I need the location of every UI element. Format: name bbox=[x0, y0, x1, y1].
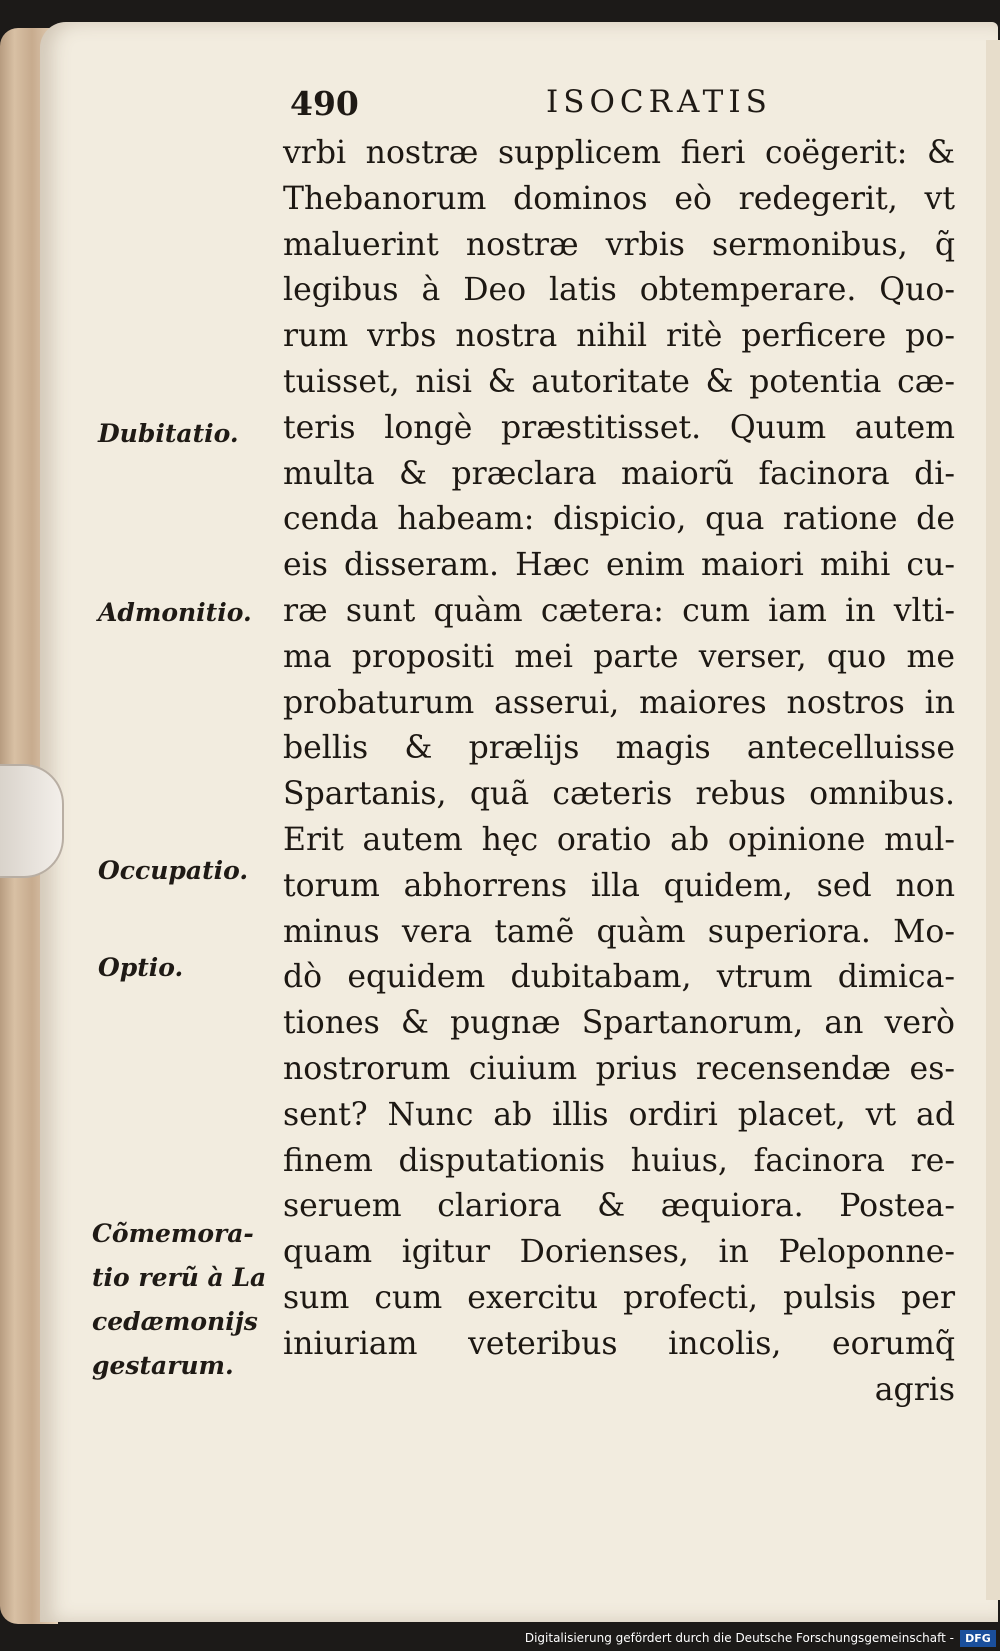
text-line: vrbi nostræ supplicem fieri coëgerit: & bbox=[283, 135, 955, 171]
page-header bbox=[290, 84, 810, 124]
page-edge-right bbox=[986, 40, 1000, 1600]
text-line: legibus à Deo latis obtemperare. Quo- bbox=[283, 272, 955, 309]
text-line: ma propositi mei parte verser, quo me bbox=[283, 638, 955, 675]
text-line: bellis & prælijs magis antecelluisse bbox=[283, 730, 955, 767]
text-line: Spartanis, quã cæteris rebus omnibus. bbox=[283, 776, 955, 813]
text-line: nostrorum ciuium prius recensendæ es- bbox=[283, 1050, 955, 1087]
text-line: multa & præclara maiorũ facinora di- bbox=[283, 455, 955, 492]
text-line: finem disputationis huius, facinora re- bbox=[283, 1142, 955, 1179]
text-line: Thebanorum dominos eò redegerit, vt bbox=[283, 180, 955, 217]
text-line: Erit autem hęc oratio ab opinione mul- bbox=[283, 821, 955, 858]
text-line: cenda habeam: dispicio, qua ratione de bbox=[283, 501, 955, 538]
catchword: agris bbox=[874, 1371, 955, 1408]
thumb-clip bbox=[0, 764, 64, 878]
text-line: ræ sunt quàm cætera: cum iam in vlti- bbox=[283, 592, 955, 629]
text-line: maluerint nostræ vrbis sermonibus, q̃ bbox=[283, 226, 955, 263]
text-line: teris longè præstitisset. Quum autem bbox=[283, 409, 955, 446]
text-line: minus vera tamẽ quàm superiora. Mo- bbox=[283, 913, 955, 950]
text-line: iniuriam veteribus incolis, eorumq̃ bbox=[283, 1325, 955, 1362]
text-line: dò equidem dubitabam, vtrum dimica- bbox=[283, 959, 955, 996]
margin-note-line: Cõmemora- bbox=[92, 1219, 254, 1248]
dfg-logo: DFG bbox=[960, 1630, 996, 1647]
text-line: tiones & pugnæ Spartanorum, an verò bbox=[283, 1005, 955, 1042]
text-line: sum cum exercitu profecti, pulsis per bbox=[283, 1279, 955, 1316]
text-line: eis disseram. Hæc enim maiori mihi cu- bbox=[283, 547, 955, 584]
digitization-credit: Digitalisierung gefördert durch die Deutsche Forschungsgemeinschaft - bbox=[524, 1631, 954, 1645]
running-title: ISOCRATIS bbox=[546, 84, 772, 120]
text-line: probaturum asserui, maiores nostros in bbox=[283, 684, 955, 721]
text-line: torum abhorrens illa quidem, sed non bbox=[283, 867, 955, 904]
margin-note-commemoratio bbox=[92, 1212, 266, 1388]
margin-note-line: tio rerũ à La bbox=[92, 1263, 267, 1292]
margin-note-optio: Optio. bbox=[98, 953, 184, 982]
margin-note-dubitatio: Dubitatio. bbox=[98, 419, 239, 448]
margin-note-admonitio: Admonitio. bbox=[98, 598, 252, 627]
margin-note-line: cedæmonijs bbox=[92, 1307, 258, 1336]
margin-note-occupatio: Occupatio. bbox=[98, 856, 249, 885]
main-text-block bbox=[283, 131, 955, 1413]
text-line: sent? Nunc ab illis ordiri placet, vt ad bbox=[283, 1096, 955, 1133]
page-number: 490 bbox=[290, 84, 359, 123]
margin-note-line: gestarum. bbox=[92, 1351, 234, 1380]
text-line: quam igitur Dorienses, in Peloponne- bbox=[283, 1234, 955, 1271]
text-line: tuisset, nisi & autoritate & potentia cæ- bbox=[283, 363, 955, 400]
text-line: seruem clariora & æquiora. Postea- bbox=[283, 1188, 955, 1225]
text-line: rum vrbs nostra nihil ritè perficere po- bbox=[283, 318, 955, 355]
